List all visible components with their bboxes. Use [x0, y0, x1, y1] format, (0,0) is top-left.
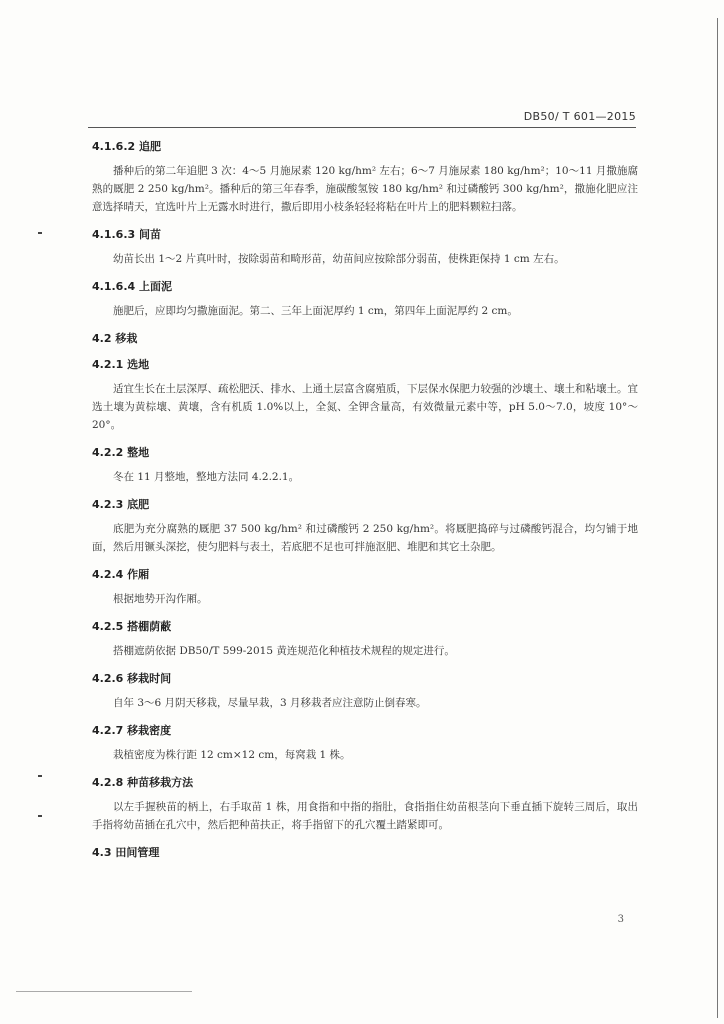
section-heading: 4.2.2 整地	[92, 446, 150, 459]
section-paragraph: 底肥为充分腐熟的厩肥 37 500 kg/hm² 和过磷酸钙 2 250 kg/hm²。将厩肥捣碎与过磷酸钙混合，均匀铺于地面，然后用镢头深挖，使匀肥料与表土，若底肥不足也可拌施沤肥、堆肥和其它土杂肥。	[92, 523, 638, 553]
section-paragraph: 适宜生长在土层深厚、疏松肥沃、排水、上通土层富含腐殖质，下层保水保肥力较强的沙壤土、壤土和粘壤土。宜选土壤为黄棕壤、黄壤，含有机质 1.0%以上，全氮、全钾含量高，有效微量元素中等，pH 5.0～7.0，坡度 10°～20°。	[92, 383, 638, 431]
section-paragraph: 搭棚遮荫依据 DB50/T 599-2015 黄连规范化种植技术规程的规定进行。	[113, 645, 455, 657]
section-heading: 4.1.6.2 追肥	[92, 140, 161, 153]
scan-mark	[38, 232, 42, 234]
section-paragraph: 根据地势开沟作厢。	[113, 593, 208, 605]
section-heading: 4.3 田间管理	[92, 846, 160, 859]
section-heading: 4.1.6.3 间苗	[92, 228, 161, 241]
section-heading: 4.2.8 种苗移栽方法	[92, 776, 194, 789]
scan-mark	[38, 775, 42, 777]
header-rule	[88, 127, 636, 128]
section-heading: 4.2.4 作厢	[92, 568, 150, 581]
section-heading: 4.2 移栽	[92, 332, 138, 345]
section-heading: 4.2.1 选地	[92, 358, 150, 371]
standard-code-header: DB50/ T 601—2015	[523, 110, 636, 123]
section-heading: 4.1.6.4 上面泥	[92, 280, 172, 293]
section-paragraph: 播种后的第二年追肥 3 次：4～5 月施尿素 120 kg/hm² 左右；6～7 月施尿素 180 kg/hm²；10～11 月撒施腐熟的厩肥 2 250 kg/hm²。播种后的第三年春季，施碳酸氢铵 180 kg/hm² 和过磷酸钙 300 kg/hm²，撒施化肥应注意选择晴天，宜选叶片上无露水时进行，撒后即用小枝条轻轻将粘在叶片上的肥料颗粒扫落。	[92, 165, 638, 213]
section-paragraph: 冬在 11 月整地，整地方法同 4.2.2.1。	[113, 471, 300, 483]
section-heading: 4.2.6 移栽时间	[92, 672, 172, 685]
section-paragraph: 栽植密度为株行距 12 cm×12 cm，每窝栽 1 株。	[113, 749, 351, 761]
section-paragraph: 自年 3～6 月阴天移栽，尽量早栽，3 月移栽者应注意防止倒春寒。	[113, 697, 427, 709]
footer-line	[16, 991, 192, 992]
section-paragraph: 施肥后，应即均匀撒施面泥。第二、三年上面泥厚约 1 cm，第四年上面泥厚约 2 cm。	[113, 305, 518, 317]
scan-mark	[38, 815, 42, 817]
section-paragraph: 以左手握秧苗的柄上，右手取苗 1 株，用食指和中指的指肚，食指指住幼苗根茎向下垂直插下旋转三周后，取出手指将幼苗插在孔穴中，然后把种苗扶正，将手指留下的孔穴覆土踏紧即可。	[92, 801, 638, 831]
section-heading: 4.2.5 搭棚荫蔽	[92, 620, 172, 633]
document-body	[92, 138, 638, 860]
scan-edge-line	[717, 18, 718, 1018]
page-number: 3	[617, 914, 624, 925]
section-paragraph: 幼苗长出 1～2 片真叶时，按除弱苗和畸形苗，幼苗间应按除部分弱苗，使株距保持 1 cm 左右。	[113, 253, 565, 265]
section-heading: 4.2.3 底肥	[92, 498, 150, 511]
section-heading: 4.2.7 移栽密度	[92, 724, 172, 737]
